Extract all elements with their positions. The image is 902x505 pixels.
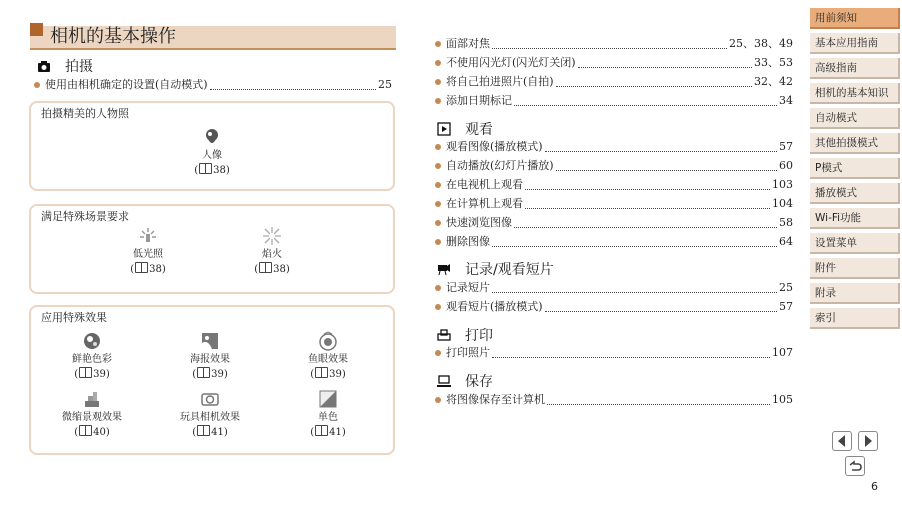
- page-ref[interactable]: 57: [779, 140, 793, 153]
- item-label: 记录短片: [446, 281, 490, 294]
- bullet: [435, 239, 441, 245]
- leader-dots: [578, 58, 752, 68]
- feature-label: 海报效果: [190, 354, 230, 365]
- feature-ref[interactable]: ( 39): [310, 369, 346, 380]
- section-movies-title: 记录/观看短片: [465, 262, 554, 278]
- nav-tab-auto-mode[interactable]: 自动模式: [810, 108, 900, 129]
- bullet: [435, 285, 441, 291]
- feature-label: 焰火: [262, 249, 282, 260]
- effects-box: [29, 305, 395, 455]
- printer-icon: [437, 328, 451, 342]
- nav-tab-basic-guide[interactable]: 基本应用指南: [810, 33, 900, 54]
- bullet: [435, 350, 441, 356]
- section-viewing-title: 观看: [465, 122, 493, 138]
- return-button[interactable]: [845, 456, 865, 476]
- leader-dots: [545, 302, 777, 312]
- fisheye-icon: [318, 331, 338, 351]
- portrait-icon: [202, 127, 222, 147]
- item-label: 在电视机上观看: [446, 178, 523, 191]
- nav-tab-p-mode[interactable]: P模式: [810, 158, 900, 179]
- leader-dots: [210, 80, 376, 90]
- feature-label: 单色: [318, 412, 338, 423]
- page-ref[interactable]: 64: [779, 235, 793, 248]
- item-label: 将图像保存至计算机: [446, 393, 545, 406]
- page-ref[interactable]: 104: [772, 197, 793, 210]
- list-item[interactable]: [435, 94, 793, 108]
- low-light-icon: [138, 226, 158, 246]
- feature-ref[interactable]: ( 40): [74, 427, 110, 438]
- page-ref[interactable]: 25、38、49: [729, 37, 793, 50]
- movie-camera-icon: [437, 262, 451, 276]
- feature-label: 微缩景观效果: [62, 412, 122, 423]
- bullet: [435, 201, 441, 207]
- list-item[interactable]: [435, 159, 793, 173]
- list-item[interactable]: [435, 235, 793, 249]
- list-item[interactable]: [435, 197, 793, 211]
- list-item[interactable]: [435, 346, 793, 360]
- book-icon: [135, 262, 148, 273]
- leader-dots: [556, 161, 777, 171]
- list-item[interactable]: [435, 281, 793, 295]
- leader-dots: [556, 77, 752, 87]
- item-label: 删除图像: [446, 235, 490, 248]
- page-ref[interactable]: 34: [779, 94, 793, 107]
- bullet: [435, 41, 441, 47]
- play-icon: [437, 122, 451, 136]
- nav-tab-playback-mode[interactable]: 播放模式: [810, 183, 900, 204]
- leader-dots: [545, 142, 777, 152]
- miniature-icon: [82, 389, 102, 409]
- page-ref[interactable]: 33、53: [754, 56, 793, 69]
- nav-tab-settings-menu[interactable]: 设置菜单: [810, 233, 900, 254]
- item-label: 在计算机上观看: [446, 197, 523, 210]
- list-item[interactable]: [435, 178, 793, 192]
- page-ref[interactable]: 60: [779, 159, 793, 172]
- leader-dots: [492, 237, 777, 247]
- item-label: 打印照片: [446, 346, 490, 359]
- item-label: 观看短片(播放模式): [446, 300, 543, 313]
- vivid-color-icon: [82, 331, 102, 351]
- page-title-bar: [30, 26, 396, 50]
- chevron-right-icon: [859, 432, 877, 450]
- chevron-left-icon: [833, 432, 851, 450]
- scene-box: [29, 204, 395, 294]
- book-icon: [197, 425, 210, 436]
- list-item[interactable]: [435, 393, 793, 407]
- book-icon: [79, 425, 92, 436]
- book-icon: [259, 262, 272, 273]
- nav-tab-index[interactable]: 索引: [810, 308, 900, 329]
- feature-low-light: [93, 226, 203, 277]
- list-item[interactable]: [435, 75, 793, 89]
- feature-label: 低光照: [133, 249, 163, 260]
- page-ref[interactable]: 25: [779, 281, 793, 294]
- nav-tab-accessories[interactable]: 附件: [810, 258, 900, 279]
- feature-monochrome: [273, 389, 383, 440]
- feature-poster: [155, 331, 265, 382]
- feature-label: 鲜艳色彩: [72, 354, 112, 365]
- leader-dots: [492, 283, 777, 293]
- feature-ref[interactable]: ( 38): [194, 165, 230, 176]
- leader-dots: [514, 96, 777, 106]
- feature-fireworks: [217, 226, 327, 277]
- bullet: [435, 144, 441, 150]
- section-saving-heading: [437, 371, 493, 391]
- item-label: 将自己拍进照片(自拍): [446, 75, 554, 88]
- page-ref[interactable]: 107: [772, 346, 793, 359]
- section-shooting-heading: [37, 56, 93, 76]
- item-label: 快速浏览图像: [446, 216, 512, 229]
- page-ref[interactable]: 25: [378, 78, 392, 91]
- bullet: [435, 98, 441, 104]
- nav-tab-advanced-guide[interactable]: 高级指南: [810, 58, 900, 79]
- portrait-box: [29, 101, 395, 191]
- feature-label: 玩具相机效果: [180, 412, 240, 423]
- feature-label: 人像: [202, 150, 222, 161]
- bullet: [435, 304, 441, 310]
- feature-portrait: [157, 127, 267, 178]
- list-item[interactable]: [435, 300, 793, 314]
- prev-page-button[interactable]: [832, 431, 852, 451]
- leader-dots: [514, 218, 777, 228]
- feature-ref[interactable]: ( 39): [74, 369, 110, 380]
- box-title: 应用特殊效果: [41, 311, 107, 324]
- nav-tab-appendix[interactable]: 附录: [810, 283, 900, 304]
- item-label: 面部对焦: [446, 37, 490, 50]
- return-arrow-icon: [846, 457, 864, 475]
- leader-dots: [492, 39, 727, 49]
- feature-ref[interactable]: ( 38): [254, 264, 290, 275]
- feature-ref[interactable]: ( 38): [130, 264, 166, 275]
- section-viewing-heading: [437, 119, 493, 139]
- next-page-button[interactable]: [858, 431, 878, 451]
- feature-toy-camera: [155, 389, 265, 440]
- toy-camera-icon: [200, 389, 220, 409]
- feature-vivid: [37, 331, 147, 382]
- fireworks-icon: [262, 226, 282, 246]
- monochrome-icon: [318, 389, 338, 409]
- page-ref[interactable]: 32、42: [754, 75, 793, 88]
- list-item[interactable]: [435, 140, 793, 154]
- nav-tab-other-modes[interactable]: 其他拍摄模式: [810, 133, 900, 154]
- bullet: [34, 82, 40, 88]
- book-icon: [315, 425, 328, 436]
- book-icon: [197, 367, 210, 378]
- feature-ref[interactable]: ( 39): [192, 369, 228, 380]
- page-ref[interactable]: 58: [779, 216, 793, 229]
- page-ref[interactable]: 57: [779, 300, 793, 313]
- computer-icon: [437, 374, 451, 388]
- section-movies-heading: [437, 259, 554, 279]
- feature-miniature: [37, 389, 147, 440]
- page-number: 6: [871, 480, 878, 493]
- section-shooting-title: 拍摄: [65, 59, 93, 75]
- page-title: 相机的基本操作: [50, 26, 176, 47]
- box-title: 拍摄精美的人物照: [41, 107, 129, 120]
- list-item[interactable]: [34, 78, 392, 92]
- section-printing-title: 打印: [465, 328, 493, 344]
- bullet: [435, 182, 441, 188]
- list-item[interactable]: [435, 56, 793, 70]
- camera-icon: [37, 59, 51, 73]
- box-title: 满足特殊场景要求: [41, 210, 129, 223]
- page-ref[interactable]: 103: [772, 178, 793, 191]
- book-icon: [199, 163, 212, 174]
- feature-fisheye: [273, 331, 383, 382]
- poster-effect-icon: [200, 331, 220, 351]
- nav-tab-camera-basics[interactable]: 相机的基本知识: [810, 83, 900, 104]
- feature-ref[interactable]: ( 41): [192, 427, 228, 438]
- item-label: 观看图像(播放模式): [446, 140, 543, 153]
- book-icon: [315, 367, 328, 378]
- bullet: [435, 79, 441, 85]
- bullet: [435, 220, 441, 226]
- section-printing-heading: [437, 325, 493, 345]
- list-item[interactable]: [435, 216, 793, 230]
- bullet: [435, 60, 441, 66]
- leader-dots: [525, 180, 770, 190]
- nav-tab-wifi[interactable]: Wi-Fi功能: [810, 208, 900, 229]
- leader-dots: [547, 395, 770, 405]
- nav-tab-before-use[interactable]: 用前须知: [810, 8, 900, 29]
- leader-dots: [492, 348, 770, 358]
- item-label: 使用由相机确定的设置(自动模式): [45, 78, 208, 91]
- page-ref[interactable]: 105: [772, 393, 793, 406]
- item-label: 自动播放(幻灯片播放): [446, 159, 554, 172]
- bullet: [435, 397, 441, 403]
- leader-dots: [525, 199, 770, 209]
- book-icon: [79, 367, 92, 378]
- list-item[interactable]: [435, 37, 793, 51]
- item-label: 添加日期标记: [446, 94, 512, 107]
- item-label: 不使用闪光灯(闪光灯关闭): [446, 56, 576, 69]
- title-marker: [30, 23, 43, 36]
- bullet: [435, 163, 441, 169]
- feature-label: 鱼眼效果: [308, 354, 348, 365]
- section-saving-title: 保存: [465, 374, 493, 390]
- feature-ref[interactable]: ( 41): [310, 427, 346, 438]
